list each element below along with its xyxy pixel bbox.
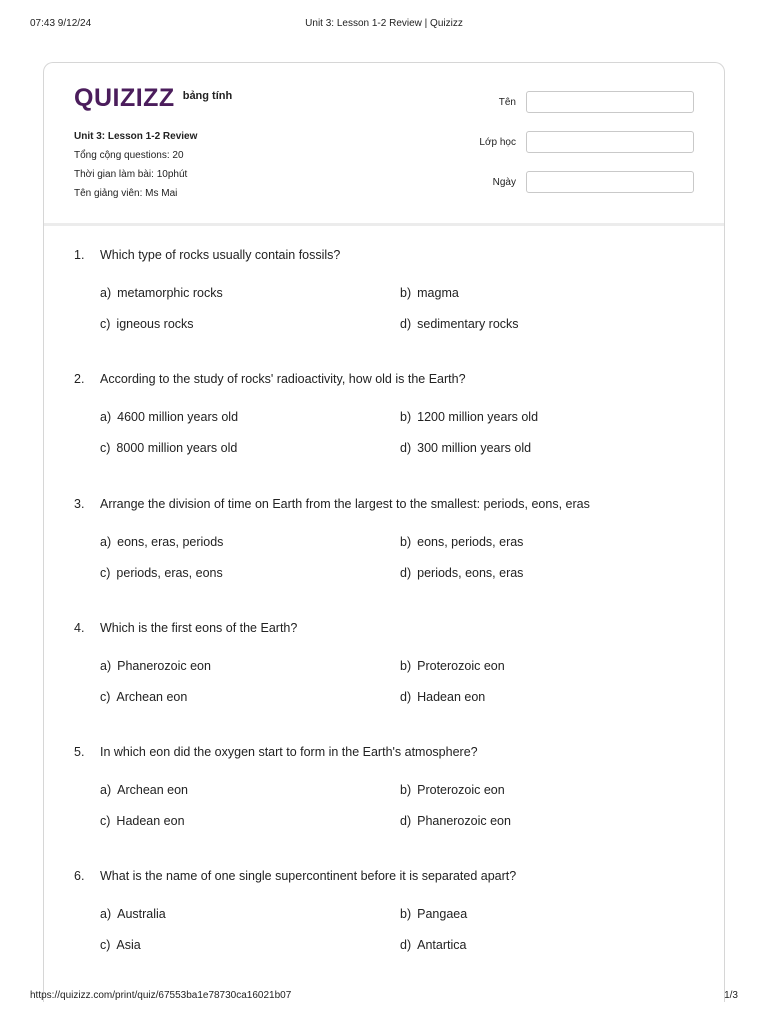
question-list (74, 248, 694, 994)
question (74, 497, 694, 621)
name-label: Tên (498, 96, 516, 108)
option-text: Australia (117, 907, 166, 922)
option-a (100, 783, 188, 797)
question-title (74, 248, 340, 262)
option-letter: c) (100, 689, 111, 704)
date-label: Ngày (492, 176, 516, 188)
option-letter: b) (400, 286, 412, 300)
option-text: sedimentary rocks (417, 317, 519, 331)
print-page-title: Unit 3: Lesson 1-2 Review | Quizizz (305, 18, 463, 29)
teacher-name: Tên giảng viên: Ms Mai (74, 188, 178, 199)
option-letter: a) (100, 783, 112, 798)
option-b (400, 410, 538, 424)
option-letter: c) (100, 938, 111, 953)
print-datetime: 07:43 9/12/24 (30, 18, 92, 29)
option-text: magma (417, 286, 459, 300)
question-text: What is the name of one single supercontinent before it is separated apart? (100, 869, 517, 884)
option-text: Antartica (417, 938, 467, 953)
worksheet-header (44, 63, 724, 226)
option-text: Hadean eon (116, 814, 185, 829)
quiz-meta (74, 127, 197, 203)
quiz-title: Unit 3: Lesson 1-2 Review (74, 131, 198, 142)
logo-row (74, 85, 232, 111)
question-text: Which is the first eons of the Earth? (100, 620, 298, 635)
class-label: Lớp học (479, 136, 516, 148)
option-c (100, 814, 185, 828)
question-text: Arrange the division of time on Earth from the largest to the smallest: periods, eons, eras (100, 496, 590, 511)
option-text: 4600 million years old (117, 410, 239, 425)
question (74, 869, 694, 993)
question (74, 248, 694, 372)
option-text: eons, eras, periods (117, 534, 224, 549)
quizizz-logo: QUIZIZZ (74, 84, 175, 112)
option-letter: a) (100, 534, 112, 549)
option-letter: d) (400, 441, 412, 456)
option-text: 8000 million years old (116, 441, 238, 456)
option-text: metamorphic rocks (117, 286, 223, 300)
option-d (400, 566, 523, 580)
option-b (400, 783, 505, 797)
option-text: Hadean eon (417, 689, 486, 704)
class-field-row (456, 131, 694, 153)
option-letter: b) (400, 410, 412, 425)
option-text: Phanerozoic eon (417, 814, 511, 829)
question-title (74, 497, 590, 511)
option-c (100, 690, 187, 704)
option-text: eons, periods, eras (417, 534, 524, 549)
class-field[interactable] (526, 131, 694, 153)
worksheet-label: bảng tính (182, 90, 233, 102)
total-questions: Tổng cộng questions: 20 (74, 150, 184, 161)
question (74, 621, 694, 745)
option-a (100, 535, 223, 549)
option-text: Archean eon (116, 689, 188, 704)
option-text: Proterozoic eon (417, 783, 505, 798)
date-field-row (456, 171, 694, 193)
option-text: Asia (116, 938, 141, 953)
option-letter: a) (100, 907, 112, 922)
print-footer (30, 990, 738, 1004)
option-text: 300 million years old (417, 441, 532, 456)
option-text: Phanerozoic eon (117, 658, 211, 673)
time-limit: Thời gian làm bài: 10phút (74, 169, 188, 180)
option-letter: b) (400, 783, 412, 798)
option-text: Pangaea (417, 907, 468, 922)
question-number: 4. (74, 620, 85, 635)
question-number: 3. (74, 496, 85, 511)
date-field[interactable] (526, 171, 694, 193)
option-d (400, 814, 511, 828)
option-text: Proterozoic eon (417, 658, 505, 673)
question-text: Which type of rocks usually contain fossils? (100, 248, 341, 262)
option-letter: d) (400, 565, 412, 580)
name-field[interactable] (526, 91, 694, 113)
option-c (100, 566, 223, 580)
option-text: periods, eras, eons (116, 565, 223, 580)
option-letter: b) (400, 907, 412, 922)
option-text: periods, eons, eras (417, 565, 524, 580)
question-number: 5. (74, 745, 85, 760)
option-d (400, 690, 485, 704)
question-title (74, 372, 466, 386)
option-letter: d) (400, 689, 412, 704)
question-number: 1. (74, 248, 85, 262)
name-field-row (456, 91, 694, 113)
option-letter: c) (100, 441, 111, 456)
option-a (100, 410, 238, 424)
question-number: 2. (74, 372, 85, 387)
option-a (100, 659, 211, 673)
question-text: According to the study of rocks' radioactivity, how old is the Earth? (100, 372, 466, 387)
option-c (100, 441, 237, 455)
option-a (100, 907, 166, 921)
option-letter: d) (400, 938, 412, 953)
option-letter: d) (400, 814, 412, 829)
question-title (74, 621, 297, 635)
question-title (74, 745, 478, 759)
print-url: https://quizizz.com/print/quiz/67553ba1e78730ca16021b07 (30, 990, 292, 1001)
option-b (400, 659, 505, 673)
option-letter: b) (400, 658, 412, 673)
option-text: Archean eon (117, 783, 189, 798)
option-a (100, 286, 223, 300)
worksheet (43, 62, 725, 1002)
option-letter: a) (100, 410, 112, 425)
option-d (400, 317, 519, 331)
option-letter: c) (100, 565, 111, 580)
option-letter: a) (100, 286, 112, 300)
option-d (400, 938, 466, 952)
question-text: In which eon did the oxygen start to form in the Earth's atmosphere? (100, 745, 478, 760)
option-b (400, 907, 467, 921)
option-letter: b) (400, 534, 412, 549)
question-title (74, 869, 516, 883)
question-number: 6. (74, 869, 85, 884)
option-d (400, 441, 531, 455)
question (74, 745, 694, 869)
option-letter: c) (100, 814, 111, 829)
option-b (400, 535, 523, 549)
option-letter: c) (100, 317, 111, 331)
option-text: igneous rocks (116, 317, 194, 331)
option-c (100, 317, 194, 331)
option-c (100, 938, 141, 952)
print-header (30, 18, 738, 32)
option-b (400, 286, 459, 300)
option-letter: d) (400, 317, 412, 331)
page-number: 1/3 (724, 990, 738, 1001)
option-letter: a) (100, 658, 112, 673)
question (74, 372, 694, 496)
option-text: 1200 million years old (417, 410, 539, 425)
